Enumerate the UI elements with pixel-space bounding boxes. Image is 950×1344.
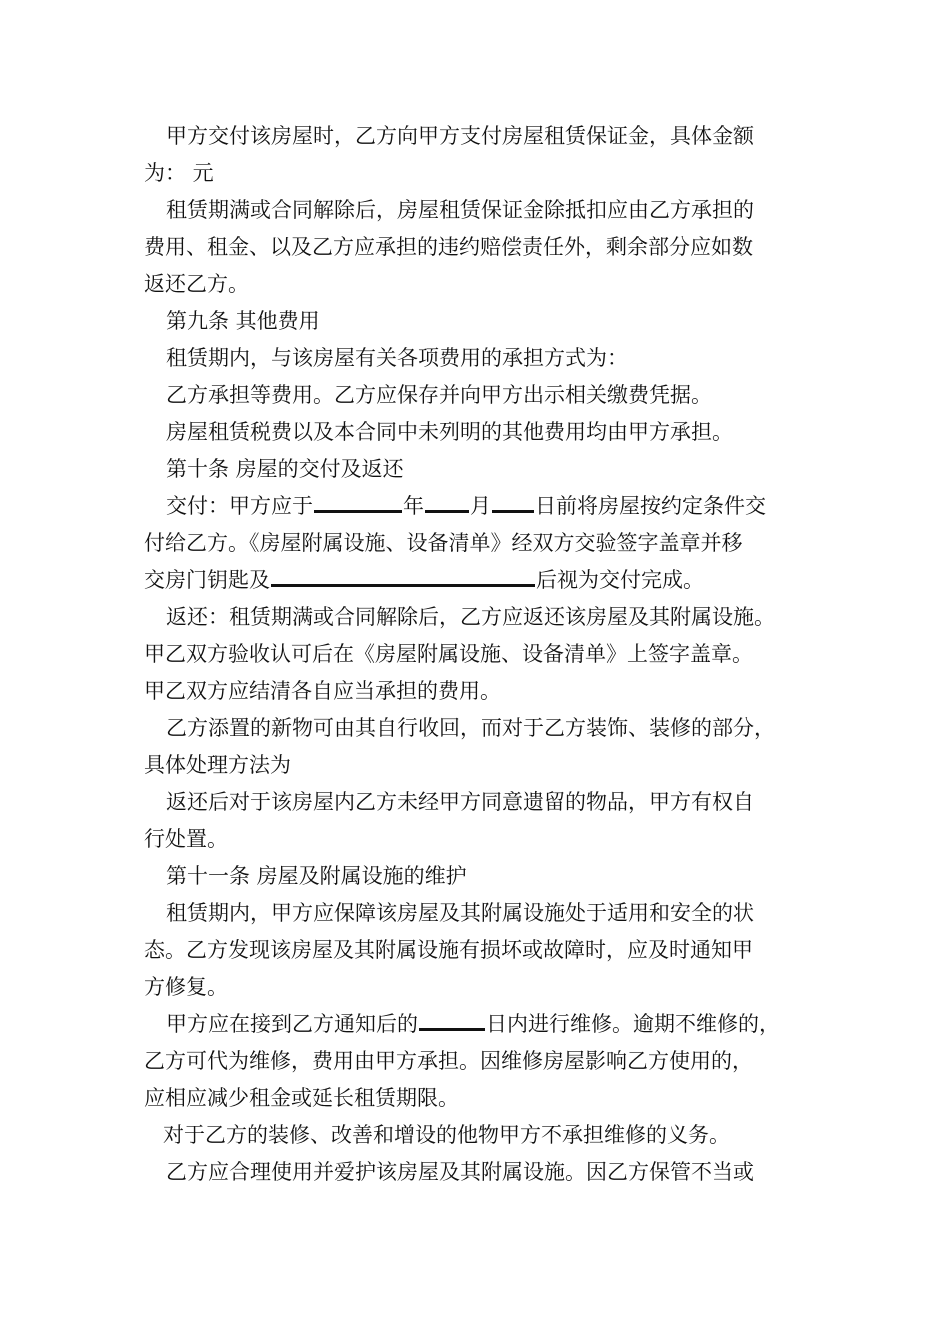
paragraph-line: 乙方承担等费用。乙方应保存并向甲方出示相关缴费凭据。 bbox=[166, 383, 712, 407]
paragraph-line: 付给乙方。《房屋附属设施、设备清单》经双方交验签字盖章并移 bbox=[144, 531, 743, 555]
line-segment: 日内进行维修。逾期不维修的， bbox=[486, 1012, 780, 1036]
line-segment: 交房门钥匙及 bbox=[144, 568, 270, 592]
line-segment: 交付：甲方应于 bbox=[166, 494, 313, 518]
contract-text bbox=[144, 118, 834, 1191]
paragraph-line: 态。乙方发现该房屋及其附属设施有损坏或故障时，应及时通知甲 bbox=[144, 938, 753, 962]
paragraph-line: 返还后对于该房屋内乙方未经甲方同意遗留的物品，甲方有权自 bbox=[166, 790, 754, 814]
paragraph-line: 租赁期内，与该房屋有关各项费用的承担方式为： bbox=[166, 346, 628, 370]
line-segment: 月 bbox=[470, 494, 491, 518]
paragraph-line bbox=[144, 488, 834, 525]
section-heading: 第十条 房屋的交付及返还 bbox=[166, 457, 404, 481]
paragraph-line: 方修复。 bbox=[144, 975, 228, 999]
paragraph-line: 为： 元 bbox=[144, 161, 214, 185]
paragraph-line: 甲乙双方验收认可后在《房屋附属设施、设备清单》上签字盖章。 bbox=[144, 642, 753, 666]
paragraph-line: 费用、租金、以及乙方应承担的违约赔偿责任外，剩余部分应如数 bbox=[144, 235, 753, 259]
line-segment: 后视为交付完成。 bbox=[536, 568, 704, 592]
paragraph-line bbox=[144, 562, 834, 599]
blank-field bbox=[492, 494, 534, 513]
paragraph-line: 乙方添置的新物可由其自行收回，而对于乙方装饰、装修的部分， bbox=[166, 716, 775, 740]
section-heading: 第十一条 房屋及附属设施的维护 bbox=[166, 864, 467, 888]
blank-field bbox=[425, 494, 469, 513]
paragraph-line: 行处置。 bbox=[144, 827, 228, 851]
paragraph-line: 乙方应合理使用并爱护该房屋及其附属设施。因乙方保管不当或 bbox=[166, 1160, 754, 1184]
paragraph-line: 应相应减少租金或延长租赁期限。 bbox=[144, 1086, 459, 1110]
paragraph-line: 对于乙方的装修、改善和增设的他物甲方不承担维修的义务。 bbox=[163, 1123, 730, 1147]
paragraph-line: 甲方交付该房屋时，乙方向甲方支付房屋租赁保证金，具体金额 bbox=[166, 124, 754, 148]
paragraph-line: 甲乙双方应结清各自应当承担的费用。 bbox=[144, 679, 501, 703]
blank-field bbox=[271, 568, 535, 587]
paragraph-line: 租赁期内，甲方应保障该房屋及其附属设施处于适用和安全的状 bbox=[166, 901, 754, 925]
paragraph-line: 具体处理方法为 bbox=[144, 753, 291, 777]
section-heading: 第九条 其他费用 bbox=[166, 309, 320, 333]
blank-field bbox=[419, 1012, 485, 1031]
paragraph-line: 租赁期满或合同解除后，房屋租赁保证金除抵扣应由乙方承担的 bbox=[166, 198, 754, 222]
line-segment: 年 bbox=[403, 494, 424, 518]
line-segment: 日前将房屋按约定条件交 bbox=[535, 494, 766, 518]
paragraph-line: 乙方可代为维修，费用由甲方承担。因维修房屋影响乙方使用的， bbox=[144, 1049, 753, 1073]
paragraph-line bbox=[144, 1006, 834, 1043]
paragraph-line: 返还乙方。 bbox=[144, 272, 249, 296]
line-segment: 甲方应在接到乙方通知后的 bbox=[166, 1012, 418, 1036]
paragraph-line: 返还：租赁期满或合同解除后，乙方应返还该房屋及其附属设施。 bbox=[166, 605, 775, 629]
paragraph-line: 房屋租赁税费以及本合同中未列明的其他费用均由甲方承担。 bbox=[166, 420, 733, 444]
blank-field bbox=[314, 494, 402, 513]
